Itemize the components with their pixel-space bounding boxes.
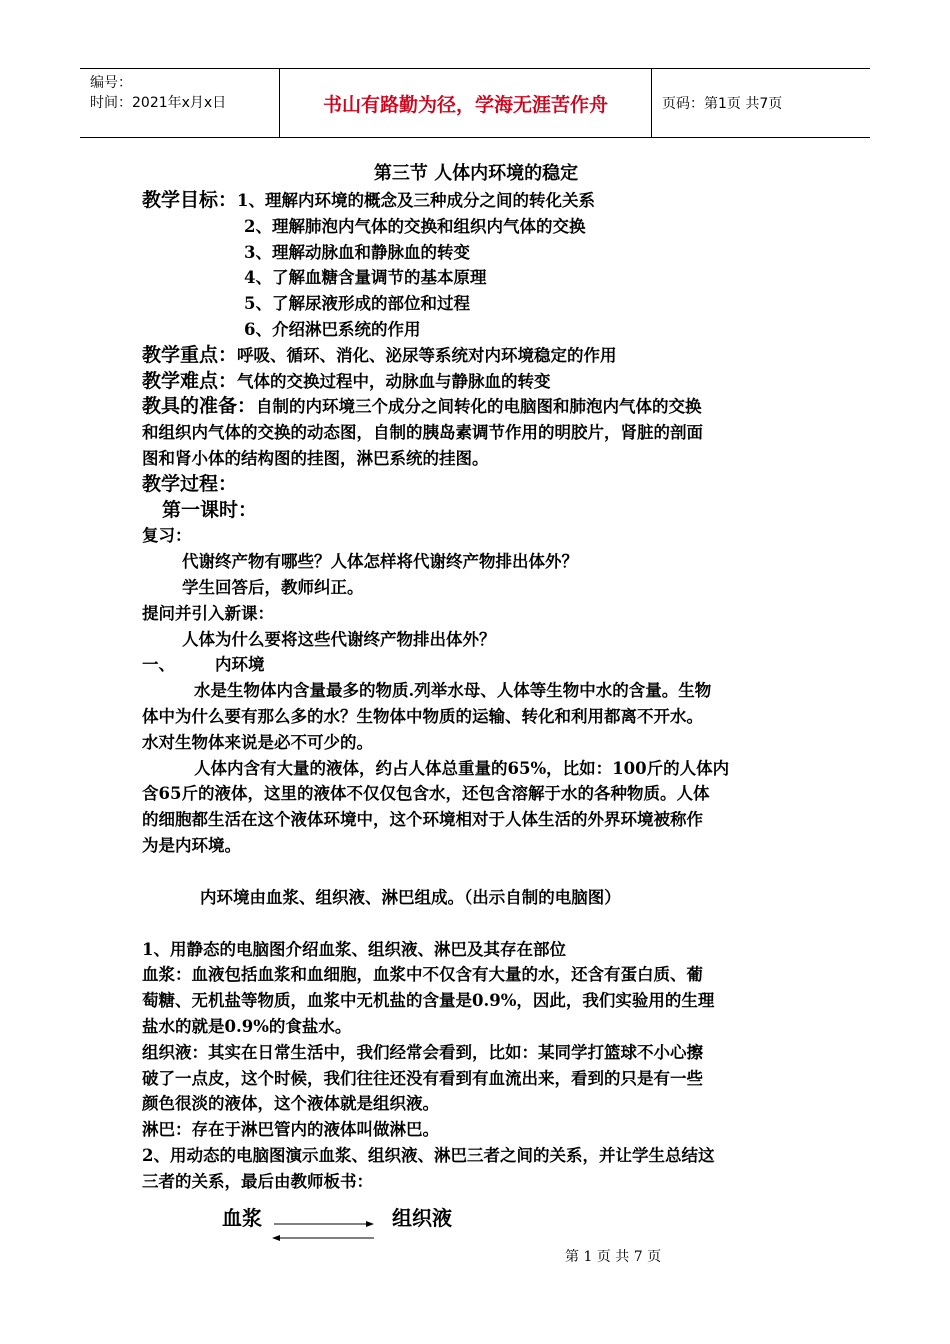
section-heading [142, 652, 810, 678]
header-page-info: 页码：第1页 共7页 [662, 96, 783, 112]
lymph-line: 淋巴：存在于淋巴管内的液体叫做淋巴。 [142, 1120, 439, 1140]
header-page-cell [652, 69, 870, 137]
paragraph-line: 水对生物体来说是必不可少的。 [142, 732, 373, 752]
equipment-line-3: 图和肾小体的结构图的挂图，淋巴系统的挂图。 [142, 448, 489, 468]
section-title: 第三节 人体内环境的稳定 [373, 163, 579, 184]
document-body [142, 160, 810, 1194]
document-time-label: 时间：2021年x月x日 [90, 95, 227, 111]
tissue-fluid-line: 颜色很淡的液体，这个液体就是组织液。 [142, 1094, 439, 1114]
point-1: 1、用静态的电脑图介绍血浆、组织液、淋巴及其存在部位 [142, 939, 566, 959]
header-meta-cell [80, 69, 280, 137]
composition-line: 内环境由血浆、组织液、淋巴组成。（出示自制的电脑图） [200, 887, 621, 907]
intro-label: 提问并引入新课： [142, 603, 274, 623]
paragraph-line: 的细胞都生活在这个液体环境中，这个环境相对于人体生活的外界环境被称作 [142, 810, 703, 830]
header-motto: 书山有路勤为径，学海无涯苦作舟 [322, 93, 608, 116]
review-label: 复习： [142, 526, 192, 546]
review-question: 代谢终产物有哪些？人体怎样将代谢终产物排出体外？ [182, 552, 578, 572]
arrow-right-head [366, 1221, 374, 1227]
objective-item: 3、理解动脉血和静脉血的转变 [244, 242, 470, 262]
paragraph-line: 含65斤的液体，这里的液体不仅仅包含水，还包含溶解于水的各种物质。人体 [142, 784, 710, 804]
review-answer: 学生回答后，教师纠正。 [182, 577, 364, 597]
equipment-line-1 [142, 394, 810, 420]
point-2-line: 三者的关系，最后由教师板书： [142, 1171, 373, 1191]
difficulty-text: 气体的交换过程中，动脉血与静脉血的转变 [237, 371, 551, 391]
lesson-heading: 第一课时： [162, 498, 258, 521]
objectives-label: 教学目标： [142, 189, 238, 211]
objective-item: 1、理解内环境的概念及三种成分之间的转化关系 [237, 191, 595, 210]
process-label: 教学过程： [142, 472, 238, 495]
intro-question: 人体为什么要将这些代谢终产物排出体外？ [182, 629, 496, 649]
spacer [142, 859, 810, 885]
tissue-fluid-line: 组织液：其实在日常生活中，我们经常会看到，比如：某同学打篮球不小心擦 [142, 1042, 703, 1062]
difficulty-line [142, 369, 810, 395]
spacer [142, 911, 810, 937]
difficulty-label: 教学难点： [142, 369, 238, 392]
header-table [80, 68, 870, 138]
bidirectional-arrows [270, 1220, 380, 1244]
section-name: 内环境 [215, 655, 265, 675]
paragraph-line: 体中为什么要有那么多的水？生物体中物质的运输、转化和利用都离不开水。 [142, 706, 703, 726]
paragraph-line: 为是内环境。 [142, 835, 241, 855]
page-footer: 第 1 页 共 7 页 [565, 1249, 662, 1265]
diagram-label-plasma: 血浆 [222, 1206, 262, 1230]
section-number: 一、 [142, 655, 175, 675]
document-number-label: 编号： [90, 75, 132, 91]
plasma-tissue-diagram [222, 1200, 472, 1250]
paragraph-line: 水是生物体内含量最多的物质.列举水母、人体等生物中水的含量。生物 [194, 681, 712, 701]
plasma-line: 盐水的就是0.9%的食盐水。 [142, 1016, 352, 1036]
plasma-line: 血浆：血液包括血浆和血细胞，血浆中不仅含有大量的水，还含有蛋白质、葡 [142, 965, 703, 985]
tissue-fluid-line: 破了一点皮，这个时候，我们往往还没有看到有血流出来，看到的只是有一些 [142, 1068, 703, 1088]
paragraph-line: 人体内含有大量的液体，约占人体总重量的65%，比如：100斤的人体内 [194, 758, 730, 778]
objective-item: 4、了解血糖含量调节的基本原理 [244, 268, 487, 288]
objective-item: 6、介绍淋巴系统的作用 [244, 319, 421, 339]
objective-item: 5、了解尿液形成的部位和过程 [244, 294, 470, 314]
focus-line [142, 343, 810, 369]
equipment-line-2: 和组织内气体的交换的动态图，自制的胰岛素调节作用的明胶片，肾脏的剖面 [142, 423, 703, 443]
focus-text: 呼吸、循环、消化、泌尿等系统对内环境稳定的作用 [237, 345, 617, 365]
objectives-line-1 [142, 188, 810, 214]
arrow-left-head [272, 1235, 280, 1241]
point-2-line: 2、用动态的电脑图演示血浆、组织液、淋巴三者之间的关系，并让学生总结这 [142, 1145, 715, 1165]
equipment-text: 自制的内环境三个成分之间转化的电脑图和肺泡内气体的交换 [256, 397, 702, 417]
diagram-label-tissue-fluid: 组织液 [392, 1206, 452, 1230]
focus-label: 教学重点： [142, 343, 238, 366]
header-motto-cell [280, 69, 652, 137]
objective-item: 2、理解肺泡内气体的交换和组织内气体的交换 [244, 216, 586, 236]
plasma-line: 萄糖、无机盐等物质，血浆中无机盐的含量是0.9%，因此，我们实验用的生理 [142, 991, 715, 1011]
equipment-label: 教具的准备： [142, 395, 257, 418]
